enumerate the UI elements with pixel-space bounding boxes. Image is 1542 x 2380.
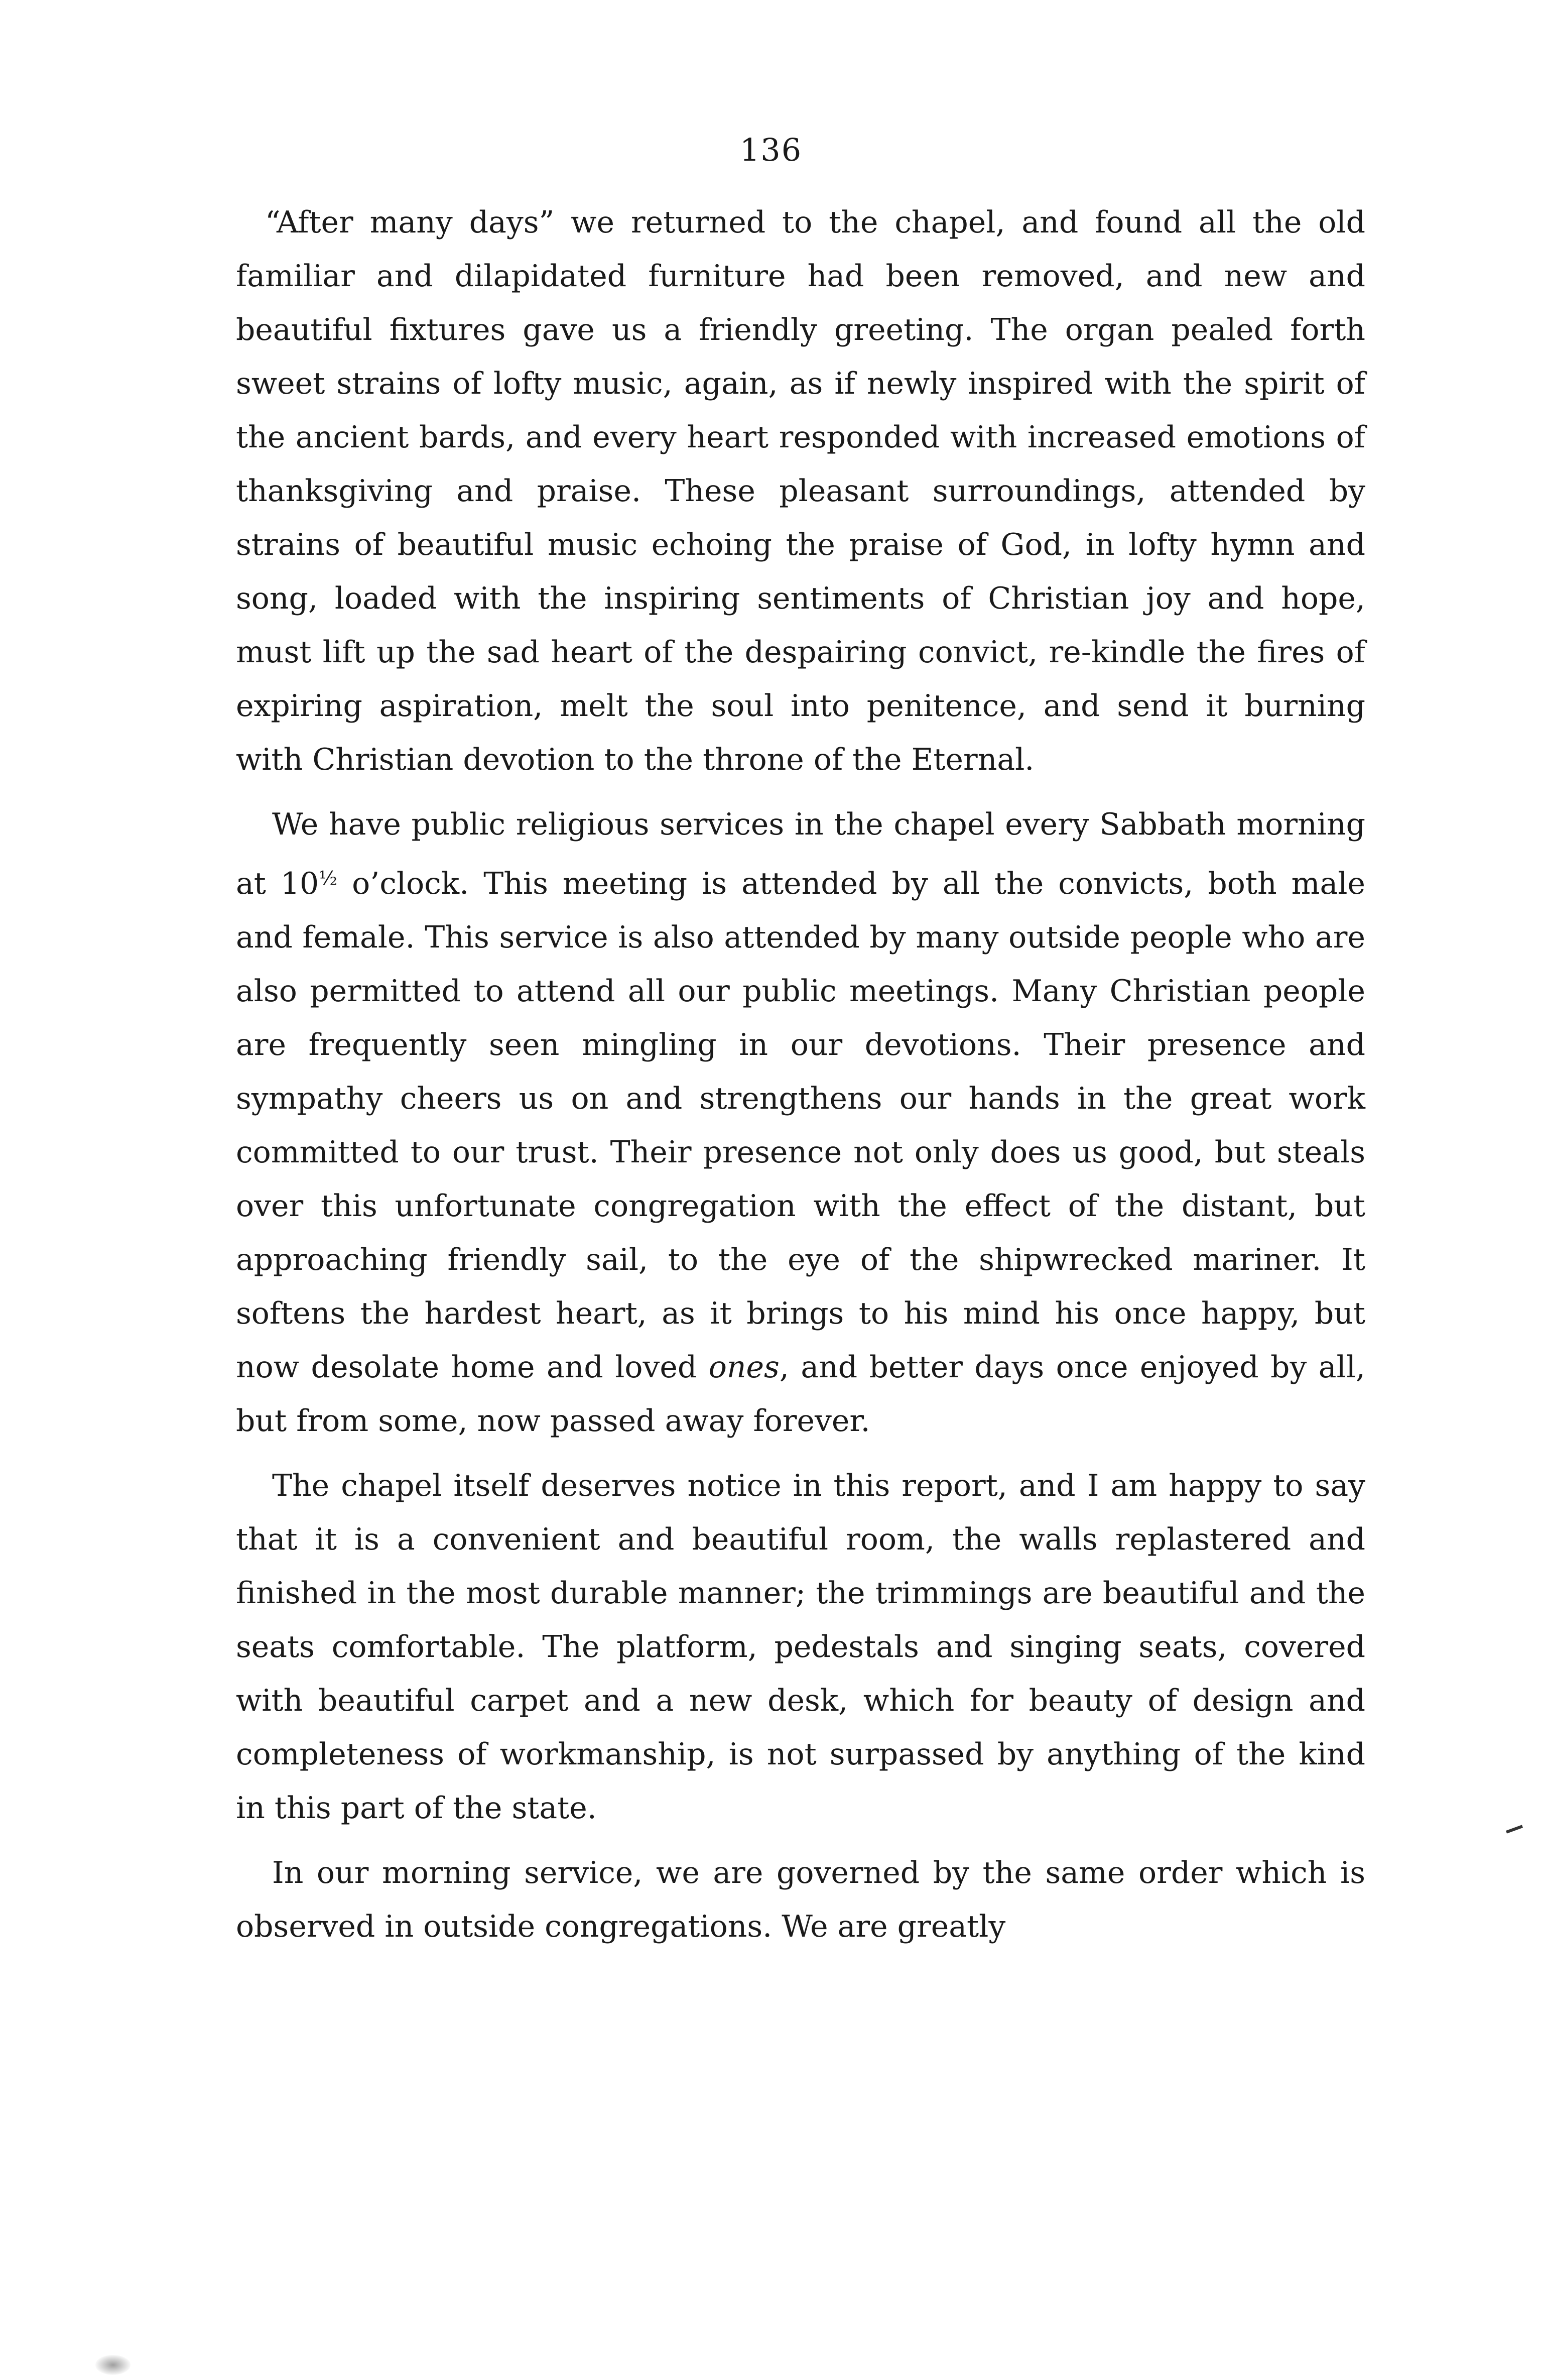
page-number: 136	[739, 132, 803, 168]
italic-word: ones	[708, 1350, 780, 1385]
margin-mark	[1506, 1825, 1523, 1833]
paragraph-public-services	[236, 798, 1365, 1448]
ink-smudge	[95, 2355, 131, 2375]
services-text-start: We have public religious services in the chapel every Sabbath morning at 10	[236, 807, 1365, 901]
time-fraction: ½	[319, 867, 338, 889]
paragraph-morning-service: In our morning service, we are governed by the same order which is observed in outside congregations. We are greatly	[236, 1855, 1365, 1944]
body-text	[236, 196, 1365, 1954]
services-text-end: , and better days once enjoyed by all, but from some, now passed away forever.	[236, 1350, 1365, 1439]
services-text-middle: o’clock. This meeting is attended by all the convicts, both male and female. This service is also attended by many outside people who are also permitted to attend all our public meetings. Many Christian people are frequently seen mingling in our devotions. Their presence and sympathy cheers us on and strengthens our hands in the great work committed to our trust. Their presence not only does us good, but steals over this unfortunate congregation with the effect of the distant, but approaching friendly sail, to the eye of the shipwrecked mariner. It softens the hardest heart, as it brings to his mind his once happy, but now desolate home and loved	[236, 866, 1365, 1385]
paragraph-chapel-description: The chapel itself deserves notice in this report, and I am happy to say that it is a convenient and beautiful room, the walls replastered and finished in the most durable manner; the trimmings are beautiful and the seats comfortable. The platform, pedestals and singing seats, covered with beautiful carpet and a new desk, which for beauty of design and completeness of workmanship, is not surpassed by anything of the kind in this part of the state.	[236, 1468, 1365, 1826]
paragraph-chapel-return: “After many days” we returned to the chapel, and found all the old familiar and dilapidated furniture had been removed, and new and beautiful fixtures gave us a friendly greeting. The organ pealed forth sweet strains of lofty music, again, as if newly inspired with the spirit of the ancient bards, and every heart responded with increased emotions of thanksgiving and praise. These pleasant surroundings, attended by strains of beautiful music echoing the praise of God, in lofty hymn and song, loaded with the inspiring sentiments of Christian joy and hope, must lift up the sad heart of the despairing convict, re-kindle the fires of expiring aspiration, melt the soul into penitence, and send it burning with Christian devotion to the throne of the Eternal.	[236, 205, 1365, 777]
